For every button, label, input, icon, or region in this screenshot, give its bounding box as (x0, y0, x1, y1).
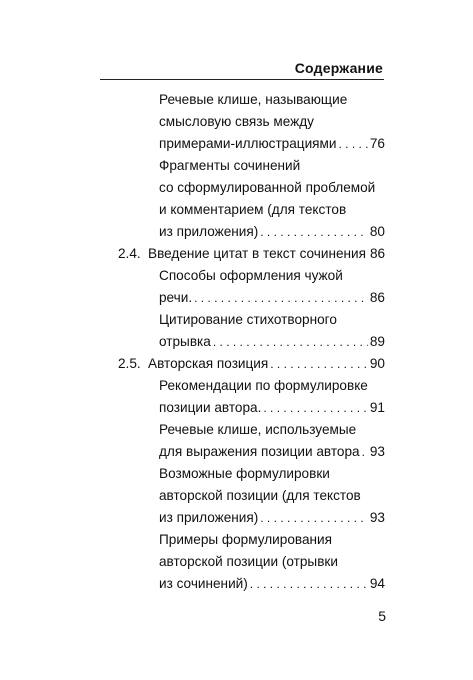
toc-entry-text: отрывка (159, 334, 211, 349)
toc-section-leader-line[interactable] (148, 243, 385, 265)
toc-page-number: 80 (369, 224, 385, 239)
header-rule (100, 79, 384, 80)
toc-entry-leader-line[interactable] (159, 573, 385, 595)
toc-entry-text: Примеры формулирования (159, 532, 332, 547)
toc-entry-leader-line[interactable] (159, 133, 385, 155)
toc-entry-text: авторской позиции (отрывки (159, 554, 338, 569)
toc-page-number: 94 (369, 576, 385, 591)
toc-entry-text: Цитирование стихотворного (159, 312, 337, 327)
toc-entry-text: Фрагменты сочинений (159, 158, 301, 173)
toc-page-number: 89 (369, 334, 385, 349)
toc-entry-text: Речевые клише, называющие (159, 92, 348, 107)
toc-entry-text: из приложения) (159, 510, 259, 525)
toc-section-title: Введение цитат в текст сочинения (148, 246, 366, 261)
toc-entry-text: Возможные формулировки (159, 466, 330, 481)
toc-entry-text: со сформулированной проблемой (159, 180, 376, 195)
dot-leader (338, 133, 367, 155)
toc-entry-text: речи. (159, 290, 193, 305)
toc-entry-text: авторской позиции (для текстов (159, 488, 361, 503)
toc-page-number: 93 (369, 444, 385, 459)
toc-entry-leader-line[interactable] (159, 331, 385, 353)
toc-entry-text: для выражения позиции автора (159, 444, 360, 459)
toc-entry-leader-line[interactable] (159, 397, 385, 419)
dot-leader (362, 441, 368, 463)
dot-leader (250, 573, 368, 595)
dot-leader (270, 353, 368, 375)
toc-page-number: 91 (369, 400, 385, 415)
toc-page-number: 93 (369, 510, 385, 525)
running-header-title: Содержание (294, 60, 383, 76)
toc-entry-text: примерами-иллюстрациями (159, 136, 337, 151)
toc-entry-text: Способы оформления чужой (159, 268, 343, 283)
toc-page-number: 76 (369, 136, 385, 151)
dot-leader (260, 507, 368, 529)
toc-entry-text: позиции автора. (159, 400, 262, 415)
section-number: 2.5. (118, 356, 141, 371)
toc-entry-text: из приложения) (159, 224, 259, 239)
toc-entry-text: и комментарием (для текстов (159, 202, 347, 217)
dot-leader (194, 287, 368, 309)
dot-leader (213, 331, 368, 353)
toc-page-number: 86 (370, 246, 385, 261)
toc-entry-leader-line[interactable] (159, 441, 385, 463)
section-number: 2.4. (118, 246, 141, 261)
toc-entry-leader-line[interactable] (159, 221, 385, 243)
toc-entry-text: из сочинений) (159, 576, 248, 591)
page-number: 5 (378, 608, 386, 624)
toc-page-number: 90 (369, 356, 385, 371)
toc-entry-text: Речевые клише, используемые (159, 422, 357, 437)
toc-section-title: Авторская позиция (148, 356, 269, 371)
toc-entry-text: смысловую связь между (159, 114, 314, 129)
toc-entry-leader-line[interactable] (159, 287, 385, 309)
dot-leader (263, 397, 368, 419)
toc-section-leader-line[interactable] (148, 353, 385, 375)
toc-entry-text: Рекомендации по формулировке (159, 378, 368, 393)
dot-leader (260, 221, 368, 243)
toc-page-number: 86 (369, 290, 385, 305)
toc-entry-leader-line[interactable] (159, 507, 385, 529)
